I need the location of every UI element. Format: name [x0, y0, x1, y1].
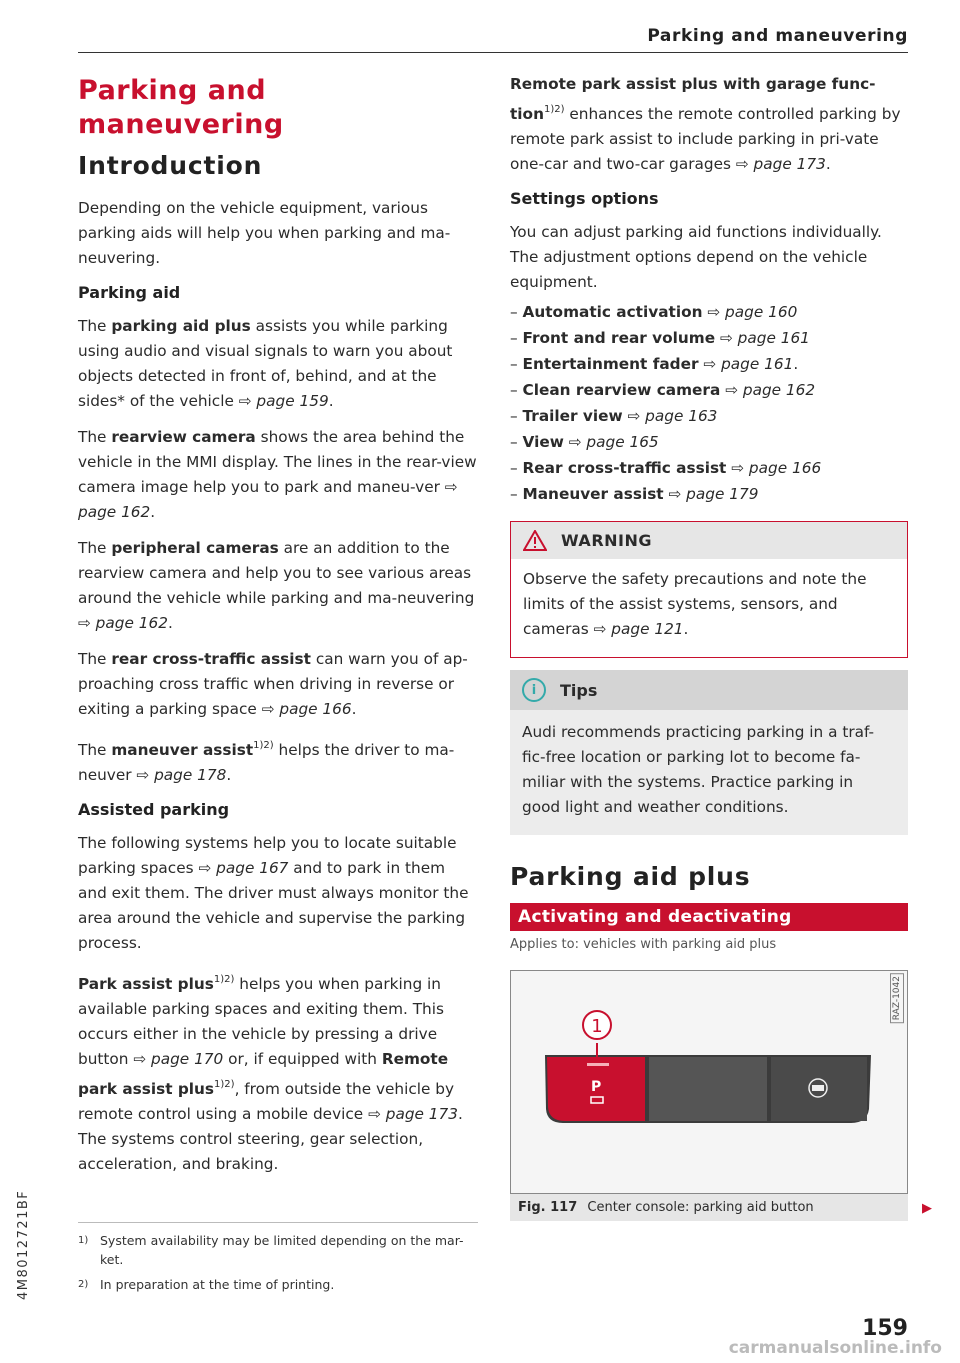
watermark: carmanualsonline.info — [728, 1338, 942, 1358]
page-link[interactable]: ⇨ page 121 — [593, 620, 684, 638]
assisted-paragraph: The following systems help you to locate suitable parking spaces ⇨ page 167 and to park in them and exit them. The driver must always monitor the area around the vehicle and supervise the parking process. — [78, 834, 469, 952]
page-link[interactable]: ⇨ page 179 — [668, 485, 759, 503]
list-item: – Entertainment fader ⇨ page 161. — [510, 355, 799, 373]
page-link[interactable]: ⇨ page 159 — [238, 392, 329, 410]
warning-title: WARNING — [561, 531, 652, 550]
subsection-title: Activating and deactivating — [510, 903, 908, 931]
parking-aid-paragraph: The parking aid plus assists you while parking using audio and visual signals to warn you about objects detected in front of, behind, and at the sides* of the vehicle ⇨ page 159. — [78, 317, 453, 410]
list-item: – Clean rearview camera ⇨ page 162 — [510, 381, 816, 399]
continue-arrow-icon: ▶ — [922, 1201, 932, 1216]
tips-header — [510, 670, 908, 710]
button-label: P — [591, 1079, 602, 1095]
park-assist-plus-paragraph: Park assist plus$^{1)2)}$ helps you when parking in available parking spaces and exiting them. This occurs either in the vehicle by pressing a drive button ⇨ page 170 or, if equipped with Remote park assist plus$^{1)2)}$, from outside the vehicle by remote control using a mobile device ⇨ page 173. The systems control steering, gear selection, acceleration, and braking. — [78, 974, 463, 1173]
page-link[interactable]: ⇨ page 178 — [136, 766, 227, 784]
console-button — [649, 1057, 767, 1121]
center-console-illustration — [511, 971, 907, 1191]
figure-caption — [510, 1194, 932, 1221]
left-column — [78, 72, 478, 1188]
settings-list — [510, 299, 908, 507]
header-title: Parking and maneuvering — [647, 26, 908, 46]
right-column — [510, 72, 932, 1221]
maneuver-paragraph: The maneuver assist$^{1)2)}$ helps the driver to ma-neuver ⇨ page 178. — [78, 740, 455, 784]
footnotes — [78, 1222, 478, 1300]
figure-117 — [510, 970, 908, 1194]
section-title: Introduction — [78, 151, 263, 180]
page-link[interactable]: ⇨ page 173 — [735, 155, 826, 173]
list-item: – Trailer view ⇨ page 163 — [510, 407, 718, 425]
rearview-paragraph: The rearview camera shows the area behind the vehicle in the MMI display. The lines in the rear-view camera image help you to park and maneu-ver ⇨ page 162. — [78, 428, 477, 521]
page-link[interactable]: ⇨ page 165 — [568, 433, 659, 451]
list-item: – Automatic activation ⇨ page 160 — [510, 303, 798, 321]
page-link[interactable]: ⇨ page 162 — [78, 478, 458, 521]
page-header — [78, 22, 908, 53]
list-item: – Maneuver assist ⇨ page 179 — [510, 485, 759, 503]
list-item: – Rear cross-traffic assist ⇨ page 166 — [510, 459, 822, 477]
page-link[interactable]: ⇨ page 161 — [719, 329, 810, 347]
document-code: 4M8012721BF — [16, 1189, 31, 1300]
tips-body: Audi recommends practicing parking in a traf-fic-free location or parking lot to become fa-miliar with the systems. Practice parking in good light and weather conditions. — [522, 723, 875, 816]
warning-body: Observe the safety precautions and note the limits of the assist systems, sensors, and cameras ⇨ page 121. — [523, 570, 867, 638]
figure-code: RAZ-1042 — [890, 973, 904, 1023]
page-link[interactable]: ⇨ page 170 — [133, 1050, 224, 1068]
page-link[interactable]: ⇨ page 166 — [731, 459, 822, 477]
warning-box — [510, 521, 908, 658]
footnote: 1) System availability may be limited depending on the mar-ket. — [78, 1233, 464, 1267]
page-number: 159 — [862, 1316, 908, 1341]
page-link[interactable]: ⇨ page 160 — [707, 303, 798, 321]
parking-aid-heading: Parking aid — [78, 283, 181, 302]
rct-paragraph: The rear cross-traffic assist can warn you of ap-proaching cross traffic when driving in reverse or exiting a parking space ⇨ page 166. — [78, 650, 468, 718]
page-link[interactable]: ⇨ page 162 — [725, 381, 816, 399]
intro-paragraph: Depending on the vehicle equipment, various parking aids will help you when parking and ma-neuvering. — [78, 199, 451, 267]
callout-number: 1 — [591, 1016, 603, 1037]
info-icon: i — [522, 678, 546, 702]
warning-triangle-icon — [523, 530, 547, 551]
footnote: 2) In preparation at the time of printing. — [78, 1277, 335, 1292]
section2-title: Parking aid plus — [510, 862, 751, 891]
chapter-title-line2: maneuvering — [78, 109, 284, 140]
chapter-title-line1: Parking and — [78, 75, 267, 106]
list-item: – Front and rear volume ⇨ page 161 — [510, 329, 810, 347]
remote-park-paragraph: Remote park assist plus with garage func-tion$^{1)2)}$ enhances the remote controlled parking by remote park assist to include parking in pri-vate one-car and two-car garages ⇨ page 173. — [510, 75, 901, 173]
list-item: – View ⇨ page 165 — [510, 433, 659, 451]
page-link[interactable]: ⇨ page 163 — [627, 407, 718, 425]
page-link[interactable]: ⇨ page 161 — [703, 355, 794, 373]
assisted-parking-heading: Assisted parking — [78, 800, 230, 819]
warning-header — [511, 522, 907, 559]
applies-note: Applies to: vehicles with parking aid plus — [510, 937, 777, 952]
peripheral-paragraph: The peripheral cameras are an addition to the rearview camera and help you to see various areas around the vehicle while parking and ma-neuvering ⇨ page 162. — [78, 539, 475, 632]
settings-paragraph: You can adjust parking aid functions individually. The adjustment options depend on the vehicle equipment. — [510, 223, 882, 291]
settings-heading: Settings options — [510, 189, 659, 208]
caption-text: Center console: parking aid button — [587, 1200, 814, 1215]
page-link[interactable]: ⇨ page 167 — [198, 859, 289, 877]
page-link[interactable]: ⇨ page 162 — [78, 614, 168, 632]
caption-number: Fig. 117 — [518, 1200, 578, 1215]
tips-box — [510, 670, 908, 835]
page-link[interactable]: ⇨ page 173 — [368, 1105, 459, 1123]
page-link[interactable]: ⇨ page 166 — [261, 700, 352, 718]
tips-title: Tips — [560, 680, 598, 700]
